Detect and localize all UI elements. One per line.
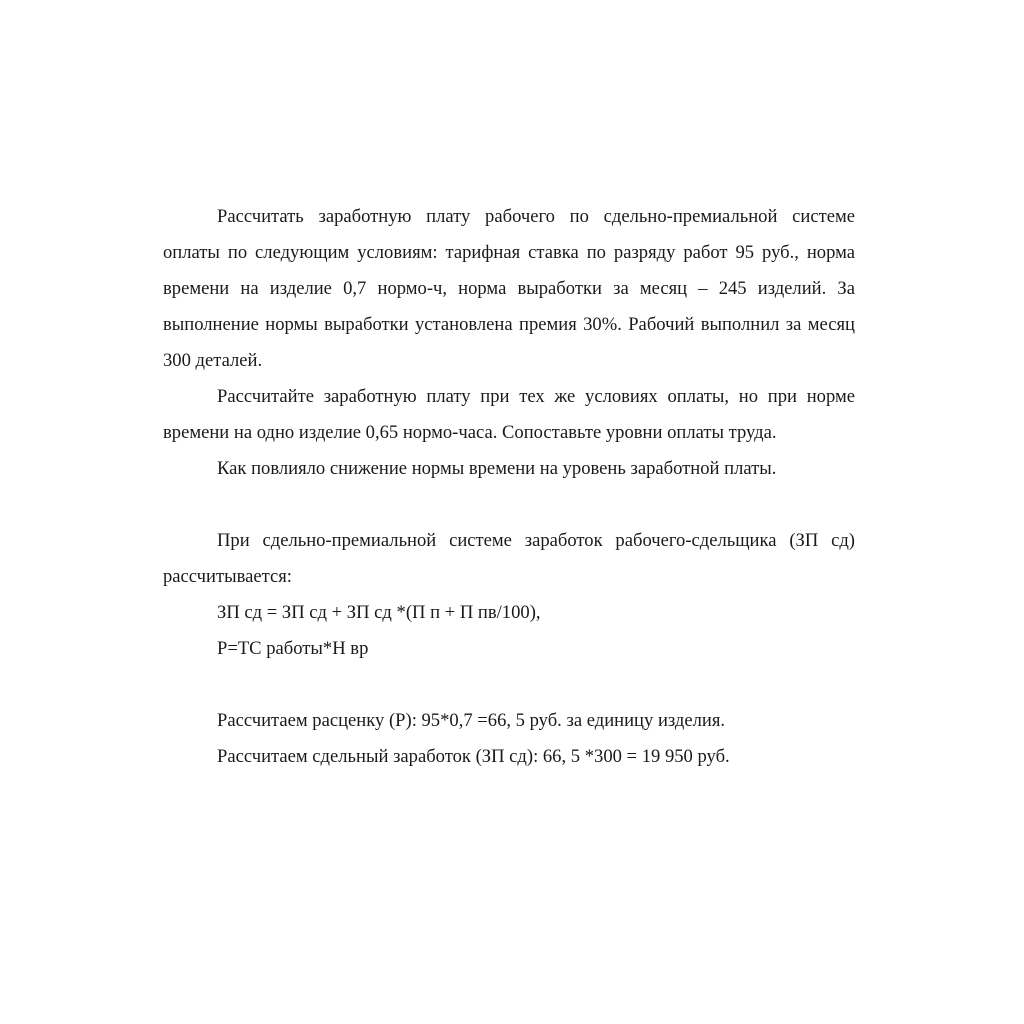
- solution-intro: При сдельно-премиальной системе заработок рабочего-сдельщика (ЗП сд) рассчитывается:: [163, 530, 855, 587]
- task-paragraph-comparison: Рассчитайте заработную плату при тех же условиях оплаты, но при норме времени на одно изделие 0,65 нормо-часа. Сопоставьте уровни оплаты труда.: [163, 386, 855, 443]
- document-page: [163, 199, 855, 775]
- calculation-piece-rate: Рассчитаем расценку (Р): 95*0,7 =66, 5 руб. за единицу изделия.: [217, 710, 726, 731]
- task-paragraph-question: Как повлияло снижение нормы времени на уровень заработной платы.: [217, 458, 777, 479]
- task-section: [163, 199, 855, 487]
- formula-piecework-bonus-wage: ЗП сд = ЗП сд + ЗП сд *(П п + П пв/100),: [217, 602, 541, 623]
- task-paragraph-conditions: Рассчитать заработную плату рабочего по сдельно-премиальной системе оплаты по следующим условиям: тарифная ставка по разряду работ 95 руб., норма времени на изделие 0,7 нормо-ч, норма выработки за месяц – 245 изделий. За выполнение нормы выработки установлена премия 30%. Рабочий выполнил за месяц 300 деталей.: [163, 206, 855, 371]
- formula-piece-rate: Р=ТС работы*Н вр: [217, 638, 369, 659]
- solution-section: [163, 523, 855, 775]
- spacer: [163, 667, 855, 703]
- calculation-piecework-wage: Рассчитаем сдельный заработок (ЗП сд): 66, 5 *300 = 19 950 руб.: [217, 746, 730, 767]
- spacer: [163, 487, 855, 523]
